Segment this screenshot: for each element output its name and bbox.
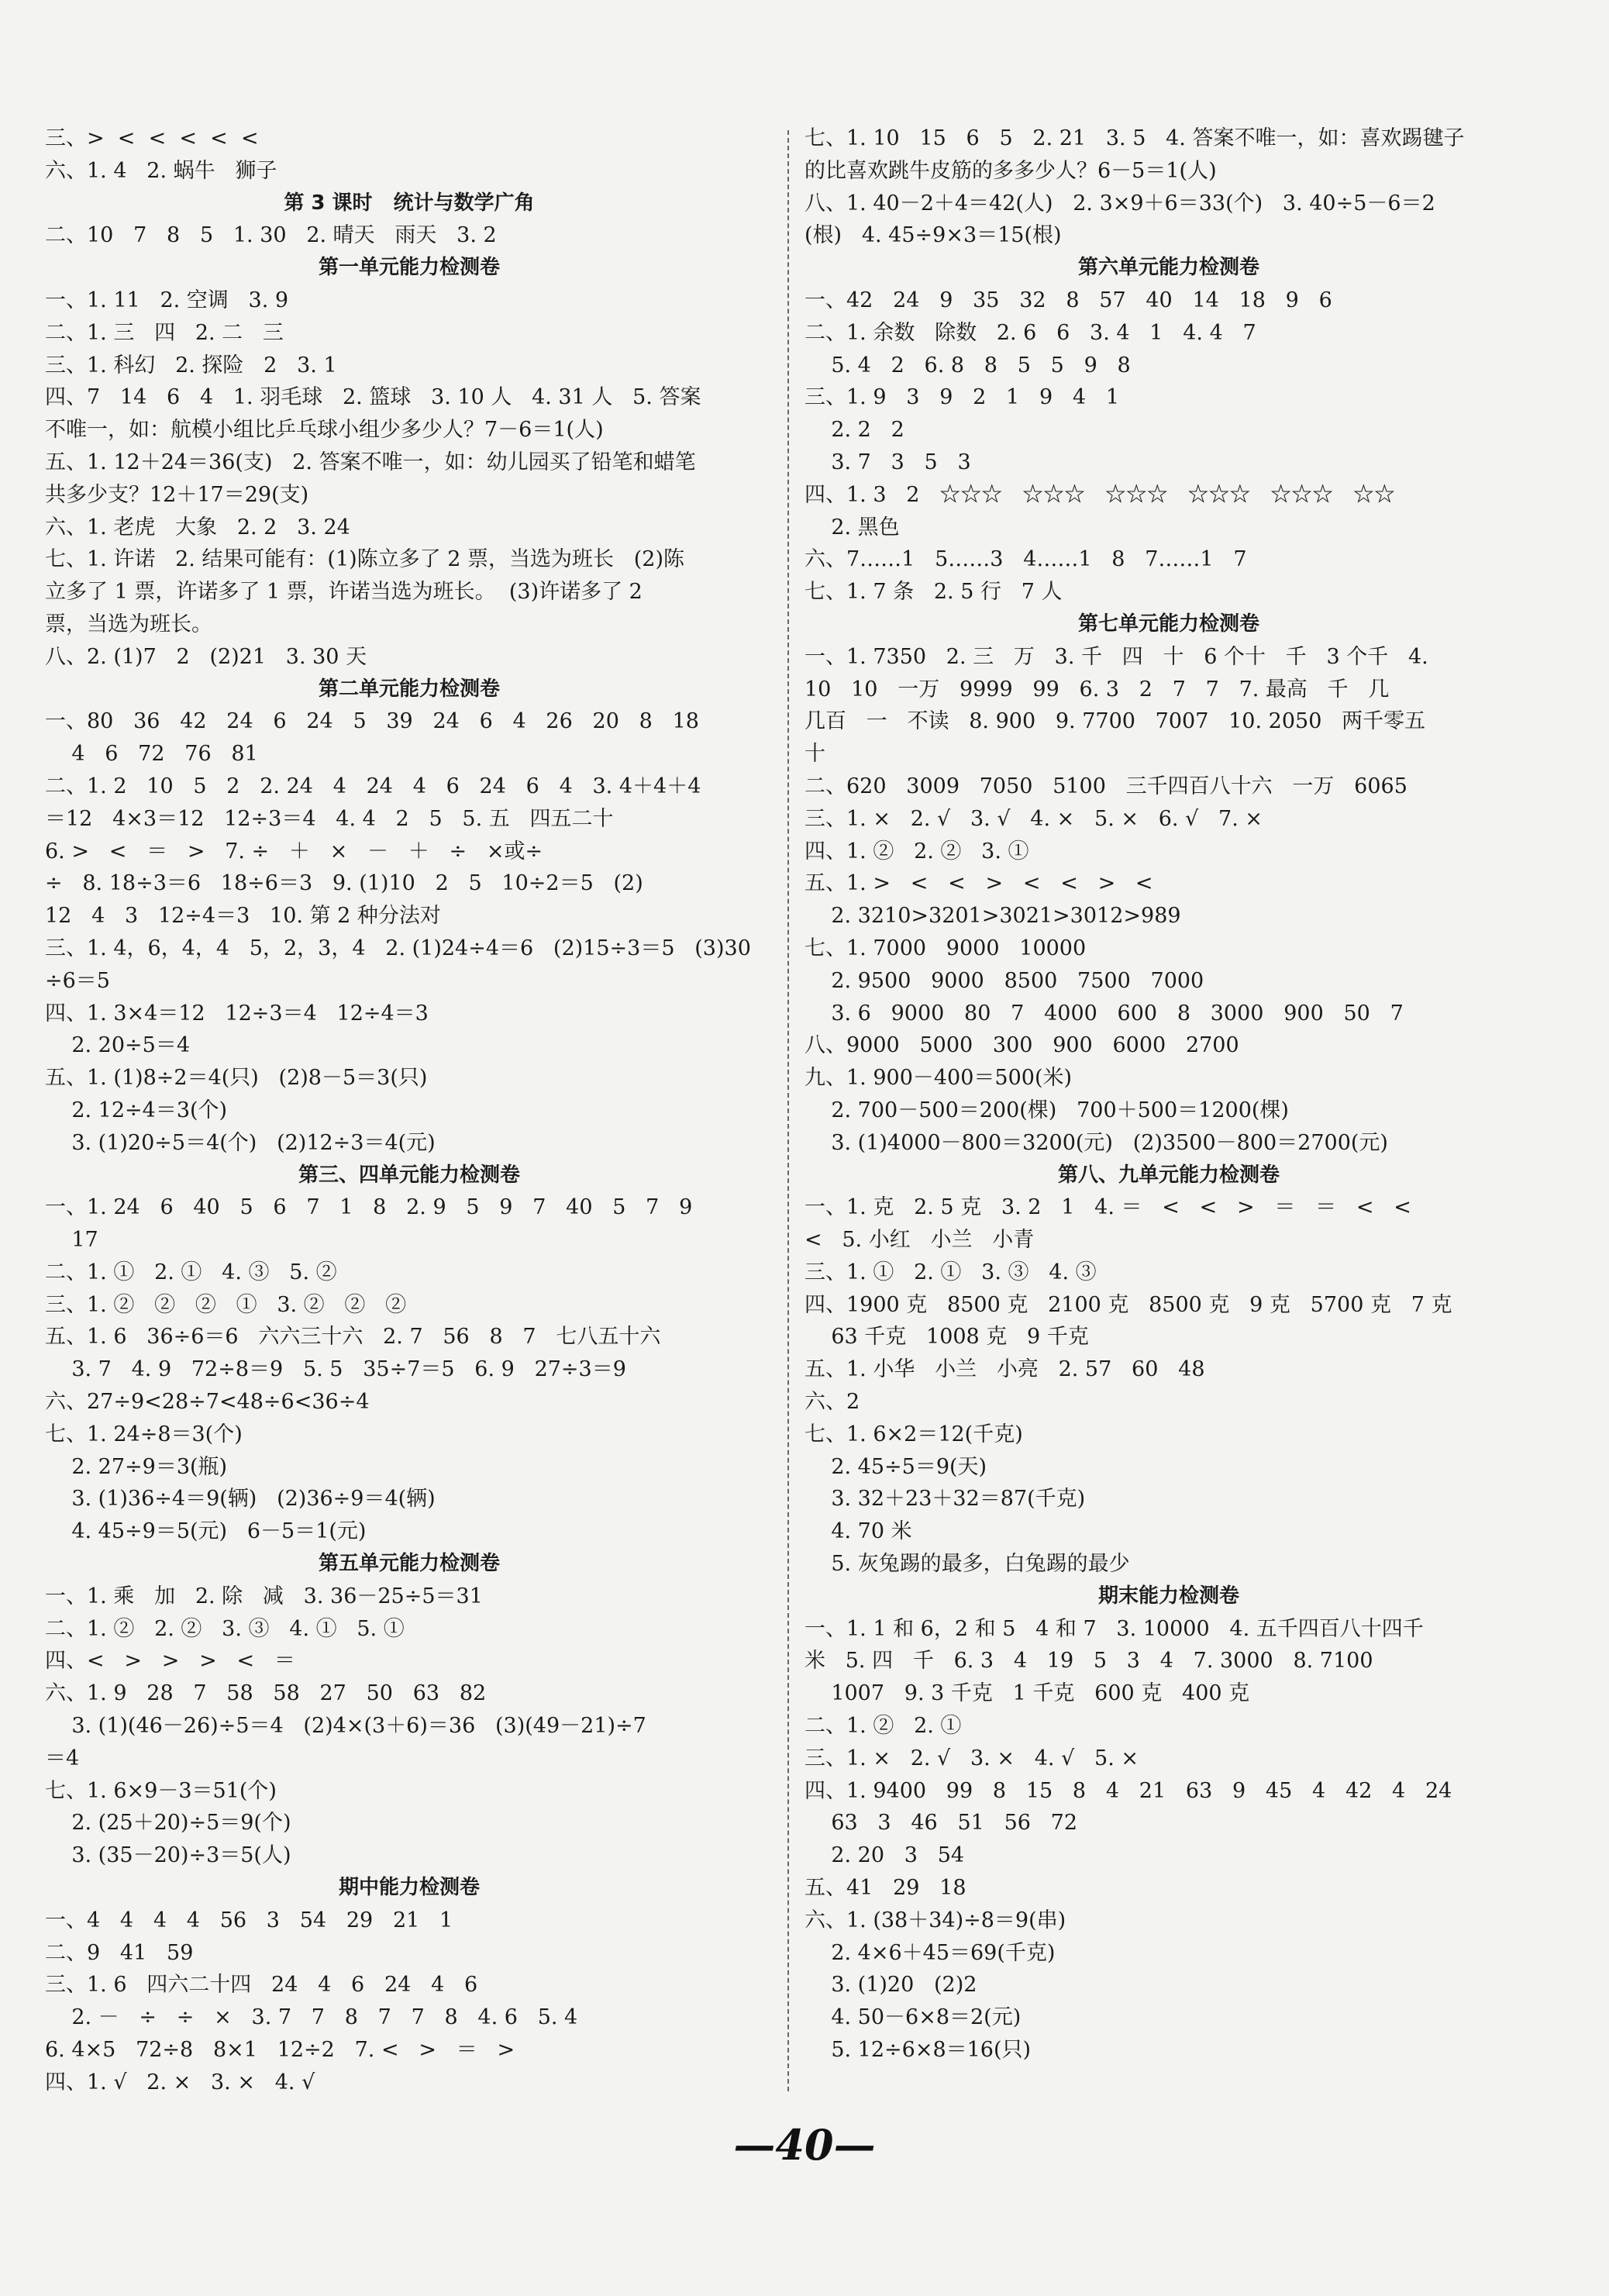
answer-line: 五、1. 12＋24＝36(支) 2. 答案不唯一，如：幼儿园买了铅笔和蜡笔: [45, 450, 696, 474]
answer-line: 六、1. 老虎 大象 2. 2 3. 24: [45, 515, 350, 540]
answer-line: 2. 黑色: [804, 515, 900, 540]
answer-line: 63 3 46 51 56 72: [804, 1811, 1078, 1836]
page-number: —40—: [733, 2120, 876, 2170]
answer-line: 六、1. (38＋34)÷8＝9(串): [804, 1908, 1066, 1932]
answer-line: 5. 灰兔踢的最多，白兔踢的最少: [804, 1552, 1130, 1577]
answer-line: 2. 9500 9000 8500 7500 7000: [804, 968, 1204, 993]
answer-line: 三、1. ② ② ② ① 3. ② ② ②: [45, 1292, 407, 1317]
section-heading: 期末能力检测卷: [1097, 1584, 1239, 1608]
answer-line: ＝12 4×3＝12 12÷3＝4 4. 4 2 5 5. 五 四五二十: [45, 806, 614, 831]
answer-line: 12 4 3 12÷4＝3 10. 第 2 种分法对: [45, 904, 441, 929]
answer-line: 六、1. 9 28 7 58 58 27 50 63 82: [45, 1681, 487, 1706]
answer-line: 2. 2 2: [804, 418, 904, 443]
answer-line: 五、1. (1)8÷2＝4(只) (2)8－5＝3(只): [45, 1066, 428, 1091]
answer-line: 4. 50－6×8＝2(元): [804, 2005, 1022, 2030]
answer-line: 七、1. 24÷8＝3(个): [45, 1422, 243, 1446]
answer-line: 三、1. ① 2. ① 3. ③ 4. ③: [804, 1260, 1097, 1284]
answer-line: 不唯一，如：航模小组比乒乓球小组少多少人？7－6＝1(人): [45, 418, 604, 443]
answer-line: 十: [804, 742, 825, 767]
answer-line: 六、27÷9<28÷7<48÷6<36÷4: [45, 1390, 370, 1415]
answer-line: 七、1. 6×9－3＝51(个): [45, 1778, 277, 1803]
answer-line: 四、1. √ 2. × 3. × 4. √: [45, 2070, 315, 2094]
answer-line: 二、1. ① 2. ① 4. ③ 5. ②: [45, 1260, 337, 1284]
answer-line: 3. (1)20÷5＝4(个) (2)12÷3＝4(元): [45, 1130, 436, 1155]
answer-line: 共多少支？12＋17＝29(支): [45, 482, 309, 507]
answer-line: 3. (1)(46－26)÷5＝4 (2)4×(3＋6)＝36 (3)(49－21)÷7: [45, 1714, 646, 1739]
answer-line: 6. > < ＝ > 7. ÷ ＋ × － ＋ ÷ ×或÷: [45, 839, 543, 864]
answer-line: 四、1. ② 2. ② 3. ①: [804, 839, 1029, 864]
answer-line: 二、1. ② 2. ①: [804, 1714, 962, 1739]
answer-line: 三、1. 4，6，4，4 5，2，3，4 2. (1)24÷4＝6 (2)15÷3＝5 (3)30: [45, 936, 751, 960]
answer-line: 2. 12÷4＝3(个): [45, 1098, 228, 1122]
section-heading: 第八、九单元能力检测卷: [1057, 1163, 1280, 1187]
answer-line: 五、1. 小华 小兰 小亮 2. 57 60 48: [804, 1357, 1205, 1382]
answer-line: 一、4 4 4 4 56 3 54 29 21 1: [45, 1908, 453, 1932]
section-heading: 第二单元能力检测卷: [318, 677, 500, 701]
answer-line: 几百 一 不读 8. 900 9. 7700 7007 10. 2050 两千零五: [804, 709, 1426, 734]
answer-line: 2. 27÷9＝3(瓶): [45, 1454, 228, 1479]
answer-line: 票，当选为班长。: [45, 612, 212, 636]
answer-line: 一、1. 11 2. 空调 3. 9: [45, 288, 289, 312]
answer-line: 一、42 24 9 35 32 8 57 40 14 18 9 6: [804, 288, 1332, 312]
section-heading: 第七单元能力检测卷: [1077, 612, 1259, 636]
answer-line: 五、41 29 18: [804, 1876, 966, 1901]
answer-line: ＝4: [45, 1746, 80, 1770]
answer-line: 立多了 1 票，许诺多了 1 票，许诺当选为班长。 (3)许诺多了 2: [45, 580, 643, 605]
answer-line: 3. (35－20)÷3＝5(人): [45, 1843, 291, 1868]
answer-line: 八、2. (1)7 2 (2)21 3. 30 天: [45, 644, 367, 669]
answer-line: 四、1. 3 2 ☆☆☆ ☆☆☆ ☆☆☆ ☆☆☆ ☆☆☆ ☆☆: [804, 482, 1395, 507]
answer-line: 三、1. 科幻 2. 探险 2 3. 1: [45, 353, 337, 377]
answer-line: 一、1. 乘 加 2. 除 减 3. 36－25÷5＝31: [45, 1584, 483, 1608]
answer-line: 2. 3210>3201>3021>3012>989: [804, 904, 1181, 929]
right-column: [804, 122, 1533, 2067]
answer-line: 三、1. × 2. √ 3. √ 4. × 5. × 6. √ 7. ×: [804, 806, 1263, 831]
section-heading: 第 3 课时 统计与数学广角: [284, 191, 535, 215]
answer-line: 5. 12÷6×8＝16(只): [804, 2038, 1032, 2063]
answer-line: 2. 4×6＋45＝69(千克): [804, 1940, 1056, 1965]
answer-line: 七、1. 6×2＝12(千克): [804, 1422, 1023, 1446]
answer-line: 6. 4×5 72÷8 8×1 12÷2 7. < > ＝ >: [45, 2038, 515, 2063]
answer-line: 五、1. 6 36÷6＝6 六六三十六 2. 7 56 8 7 七八五十六: [45, 1325, 661, 1350]
answer-line: 三、1. 9 3 9 2 1 9 4 1: [804, 385, 1120, 410]
answer-line: 4. 45÷9＝5(元) 6－5＝1(元): [45, 1519, 367, 1544]
answer-line: 一、80 36 42 24 6 24 5 39 24 6 4 26 20 8 18: [45, 709, 699, 734]
section-heading: 第一单元能力检测卷: [318, 256, 500, 280]
answer-line: 六、2: [804, 1390, 860, 1415]
answer-line: 二、1. 2 10 5 2 2. 24 4 24 4 6 24 6 4 3. 4＋4＋4: [45, 774, 701, 798]
answer-line: 2. (25＋20)÷5＝9(个): [45, 1811, 291, 1836]
answer-line: 一、1. 1 和 6，2 和 5 4 和 7 3. 10000 4. 五千四百八十四千: [804, 1616, 1424, 1641]
answer-line: 六、1. 4 2. 蜗牛 狮子: [45, 158, 277, 183]
answer-line: 3. 7 3 5 3: [804, 450, 971, 474]
answer-line: 三、1. 6 四六二十四 24 4 6 24 4 6: [45, 1973, 478, 1998]
answer-line: 17: [45, 1228, 98, 1253]
answer-line: 米 5. 四 千 6. 3 4 19 5 3 4 7. 3000 8. 7100: [804, 1649, 1373, 1674]
answer-line: 七、1. 10 15 6 5 2. 21 3. 5 4. 答案不唯一，如：喜欢踢毽子: [804, 126, 1465, 150]
answer-line: (根) 4. 45÷9×3＝15(根): [804, 223, 1062, 248]
answer-line: 3. (1)36÷4＝9(辆) (2)36÷9＝4(辆): [45, 1487, 436, 1512]
answer-line: 七、1. 许诺 2. 结果可能有：(1)陈立多了 2 票，当选为班长 (2)陈: [45, 547, 685, 572]
answer-line: 2. 700－500＝200(棵) 700＋500＝1200(棵): [804, 1098, 1289, 1122]
answer-line: 2. － ÷ ÷ × 3. 7 7 8 7 7 8 4. 6 5. 4: [45, 2005, 578, 2030]
answer-line: 三、1. × 2. √ 3. × 4. √ 5. ×: [804, 1746, 1139, 1770]
answer-line: 一、1. 24 6 40 5 6 7 1 8 2. 9 5 9 7 40 5 7 9: [45, 1195, 693, 1220]
answer-line: 10 10 一万 9999 99 6. 3 2 7 7 7. 最高 千 几: [804, 677, 1390, 702]
section-heading: 第六单元能力检测卷: [1077, 256, 1259, 280]
answer-line: 五、1. > < < > < < > <: [804, 871, 1153, 896]
answer-line: 三、> < < < < <: [45, 126, 259, 150]
section-heading: 第五单元能力检测卷: [318, 1552, 500, 1576]
answer-line: 63 千克 1008 克 9 千克: [804, 1325, 1089, 1350]
answer-line: < 5. 小红 小兰 小青: [804, 1228, 1035, 1253]
answer-line: 2. 20 3 54: [804, 1843, 965, 1868]
answer-line: 5. 4 2 6. 8 8 5 5 9 8: [804, 353, 1131, 377]
answer-line: 1007 9. 3 千克 1 千克 600 克 400 克: [804, 1681, 1250, 1706]
answer-line: 3. 32＋23＋32＝87(千克): [804, 1487, 1086, 1512]
answer-line: 八、9000 5000 300 900 6000 2700: [804, 1033, 1239, 1058]
answer-line: ÷6＝5: [45, 968, 110, 993]
answer-line: 七、1. 7 条 2. 5 行 7 人: [804, 580, 1063, 605]
answer-line: 2. 45÷5＝9(天): [804, 1454, 987, 1479]
answer-line: ÷ 8. 18÷3＝6 18÷6＝3 9. (1)10 2 5 10÷2＝5 (2): [45, 871, 643, 896]
answer-line: 4 6 72 76 81: [45, 742, 258, 767]
answer-line: 3. (1)20 (2)2: [804, 1973, 977, 1998]
answer-line: 一、1. 7350 2. 三 万 3. 千 四 十 6 个十 千 3 个千 4.: [804, 644, 1428, 669]
answer-line: 二、9 41 59: [45, 1940, 194, 1965]
answer-line: 九、1. 900－400＝500(米): [804, 1066, 1073, 1091]
answer-line: 八、1. 40－2＋4＝42(人) 2. 3×9＋6＝33(个) 3. 40÷5－6＝2: [804, 191, 1435, 215]
section-heading: 第三、四单元能力检测卷: [298, 1163, 520, 1187]
answer-line: 四、1900 克 8500 克 2100 克 8500 克 9 克 5700 克 7 克: [804, 1292, 1452, 1317]
answer-line: 3. (1)4000－800＝3200(元) (2)3500－800＝2700(元): [804, 1130, 1388, 1155]
answer-line: 四、< > > > < ＝: [45, 1649, 295, 1674]
answer-line: 四、7 14 6 4 1. 羽毛球 2. 篮球 3. 10 人 4. 31 人 5. 答案: [45, 385, 701, 410]
answer-line: 七、1. 7000 9000 10000: [804, 936, 1087, 960]
section-heading: 期中能力检测卷: [338, 1876, 480, 1900]
answer-line: 二、10 7 8 5 1. 30 2. 晴天 雨天 3. 2: [45, 223, 497, 248]
column-divider: [787, 130, 789, 2091]
answer-line: 4. 70 米: [804, 1519, 912, 1544]
answer-line: 六、7……1 5……3 4……1 8 7……1 7: [804, 547, 1247, 572]
answer-line: 的比喜欢跳牛皮筋的多多少人？6－5＝1(人): [804, 158, 1217, 183]
answer-line: 二、1. 余数 除数 2. 6 6 3. 4 1 4. 4 7: [804, 320, 1256, 345]
answer-line: 2. 20÷5＝4: [45, 1033, 191, 1058]
answer-line: 3. 7 4. 9 72÷8＝9 5. 5 35÷7＝5 6. 9 27÷3＝9: [45, 1357, 626, 1382]
answer-line: 3. 6 9000 80 7 4000 600 8 3000 900 50 7: [804, 1001, 1404, 1026]
left-column: [45, 122, 773, 2099]
answer-line: 四、1. 9400 99 8 15 8 4 21 63 9 45 4 42 4 24: [804, 1778, 1452, 1803]
answer-line: 二、620 3009 7050 5100 三千四百八十六 一万 6065: [804, 774, 1407, 798]
answer-line: 四、1. 3×4＝12 12÷3＝4 12÷4＝3: [45, 1001, 429, 1026]
answer-line: 一、1. 克 2. 5 克 3. 2 1 4. ＝ < < > ＝ ＝ < <: [804, 1195, 1411, 1220]
answer-line: 二、1. ② 2. ② 3. ③ 4. ① 5. ①: [45, 1616, 405, 1641]
answer-line: 二、1. 三 四 2. 二 三: [45, 320, 284, 345]
